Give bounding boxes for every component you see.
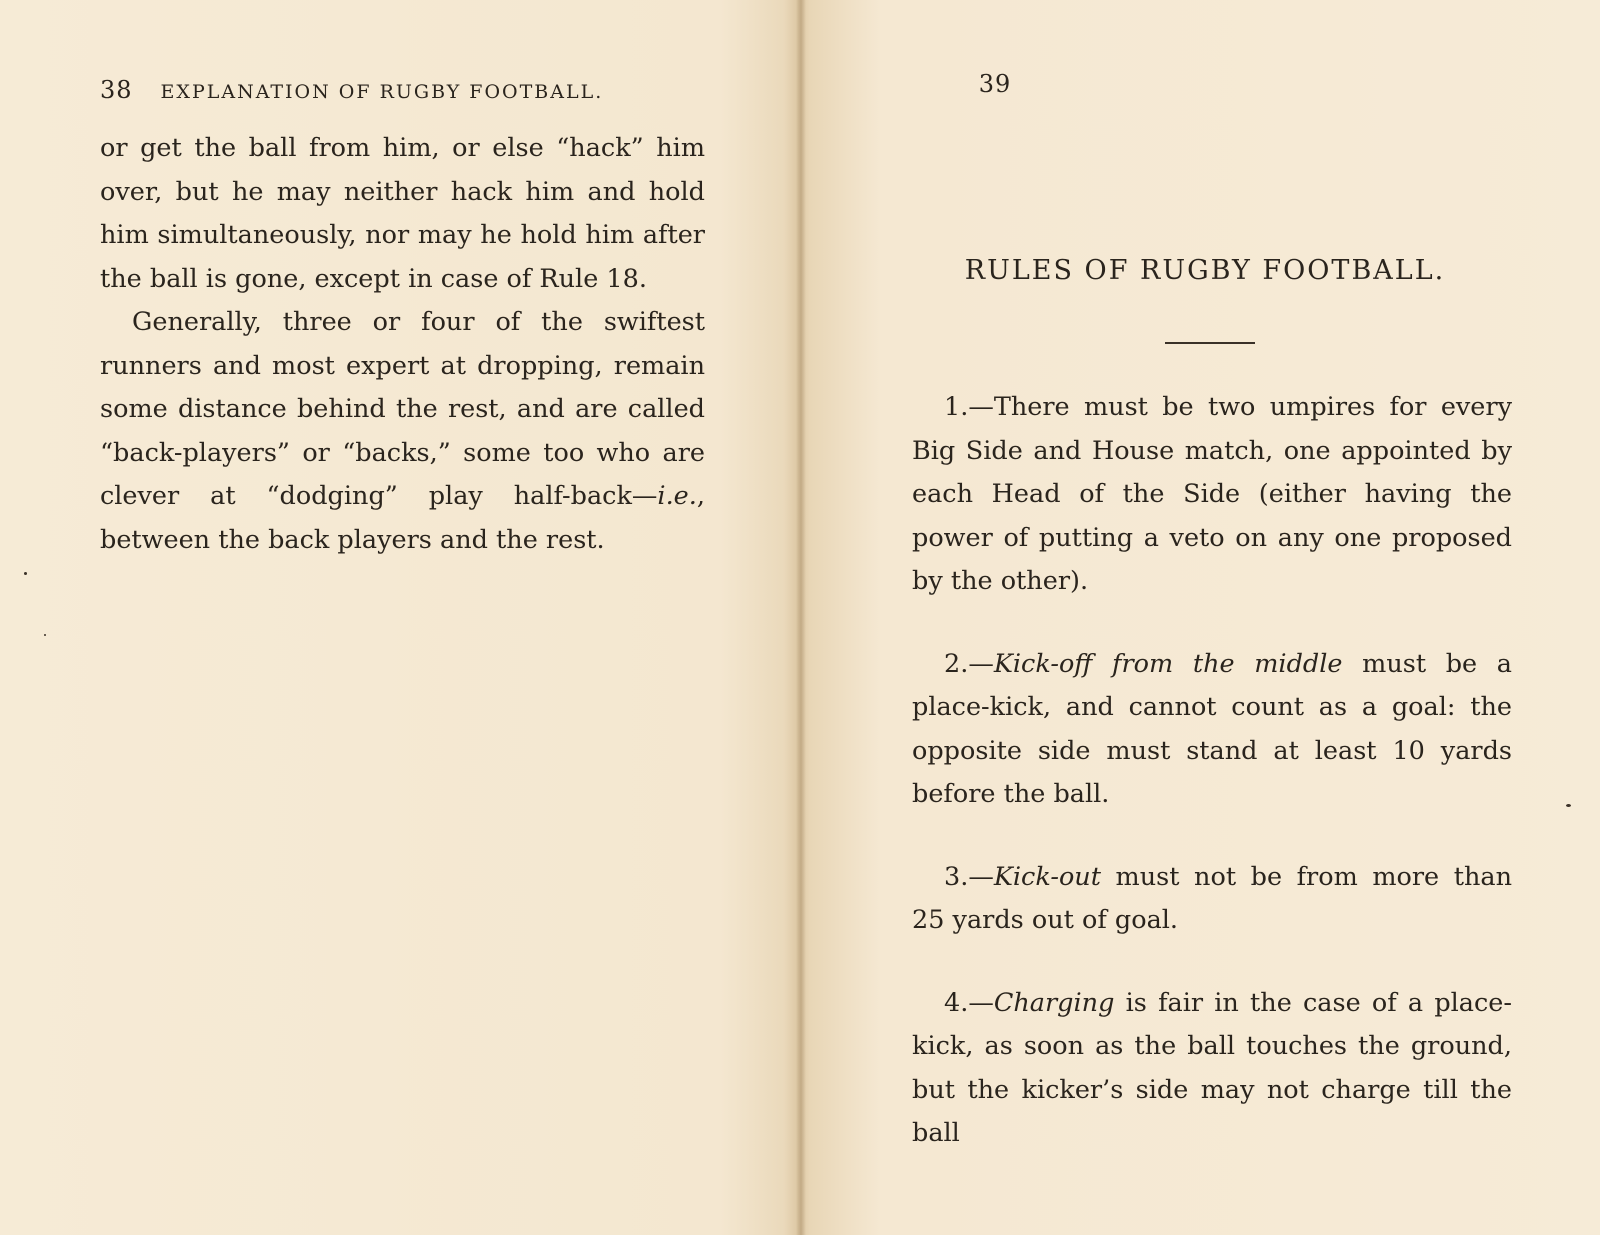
right-page bbox=[800, 0, 1600, 1235]
left-body-text bbox=[100, 127, 705, 562]
paper-speck bbox=[24, 572, 27, 575]
rule-text: There must be two umpires for every Big Side and House match, one appointed by each Head of the Side (either having the power of putting a veto on any one proposed by the other). bbox=[912, 392, 1512, 596]
title-divider bbox=[1165, 342, 1255, 344]
paragraph-2-start: Generally, three or four of the swiftest runners and most expert at dropping, remain some distance behind the rest, and are called “back-players” or “backs,” some too who are clever at “dodging” play half-back— bbox=[100, 307, 705, 511]
rule-text: is fair in the case of a place-kick, as soon as the ball touches the ground, but the kicker’s side may not charge till the ball bbox=[912, 987, 1512, 1148]
rule-number: 2.— bbox=[944, 648, 994, 679]
rule-italic: Kick-off from the middle bbox=[993, 648, 1343, 679]
rule-italic: Charging bbox=[993, 987, 1115, 1018]
rule-4 bbox=[912, 982, 1512, 1156]
page-number-right: 39 bbox=[978, 70, 1012, 98]
paragraph-2-end: , between the back players and the rest. bbox=[100, 481, 705, 555]
paragraph-1: or get the ball from him, or else “hack” him over, but he may neither hack him and hold him simultaneously, nor may he hold him after the ball is gone, except in case of Rule 18. bbox=[100, 133, 705, 294]
rule-1 bbox=[912, 386, 1512, 604]
paper-speck bbox=[1566, 804, 1571, 807]
running-head bbox=[100, 76, 603, 104]
running-head-title: EXPLANATION OF RUGBY FOOTBALL. bbox=[160, 81, 604, 103]
paragraph-2 bbox=[100, 301, 705, 562]
page-number-left: 38 bbox=[100, 76, 133, 104]
rules-list bbox=[912, 386, 1512, 1195]
paragraph-2-italic: i.e. bbox=[657, 481, 697, 511]
rule-number: 3.— bbox=[944, 861, 994, 892]
rule-text: must be a place-kick, and cannot count as a goal: the opposite side must stand at least 10 yards before the ball. bbox=[912, 648, 1512, 809]
rule-text: must not be from more than 25 yards out of goal. bbox=[912, 861, 1512, 935]
rule-number: 1.— bbox=[944, 392, 994, 422]
rule-3 bbox=[912, 856, 1512, 943]
page-number-right-wrap bbox=[800, 70, 1600, 98]
rule-italic: Kick-out bbox=[993, 861, 1101, 892]
rule-number: 4.— bbox=[944, 987, 994, 1018]
paper-speck bbox=[44, 634, 46, 636]
rules-title: RULES OF RUGBY FOOTBALL. bbox=[964, 255, 1446, 286]
rule-2 bbox=[912, 643, 1512, 817]
